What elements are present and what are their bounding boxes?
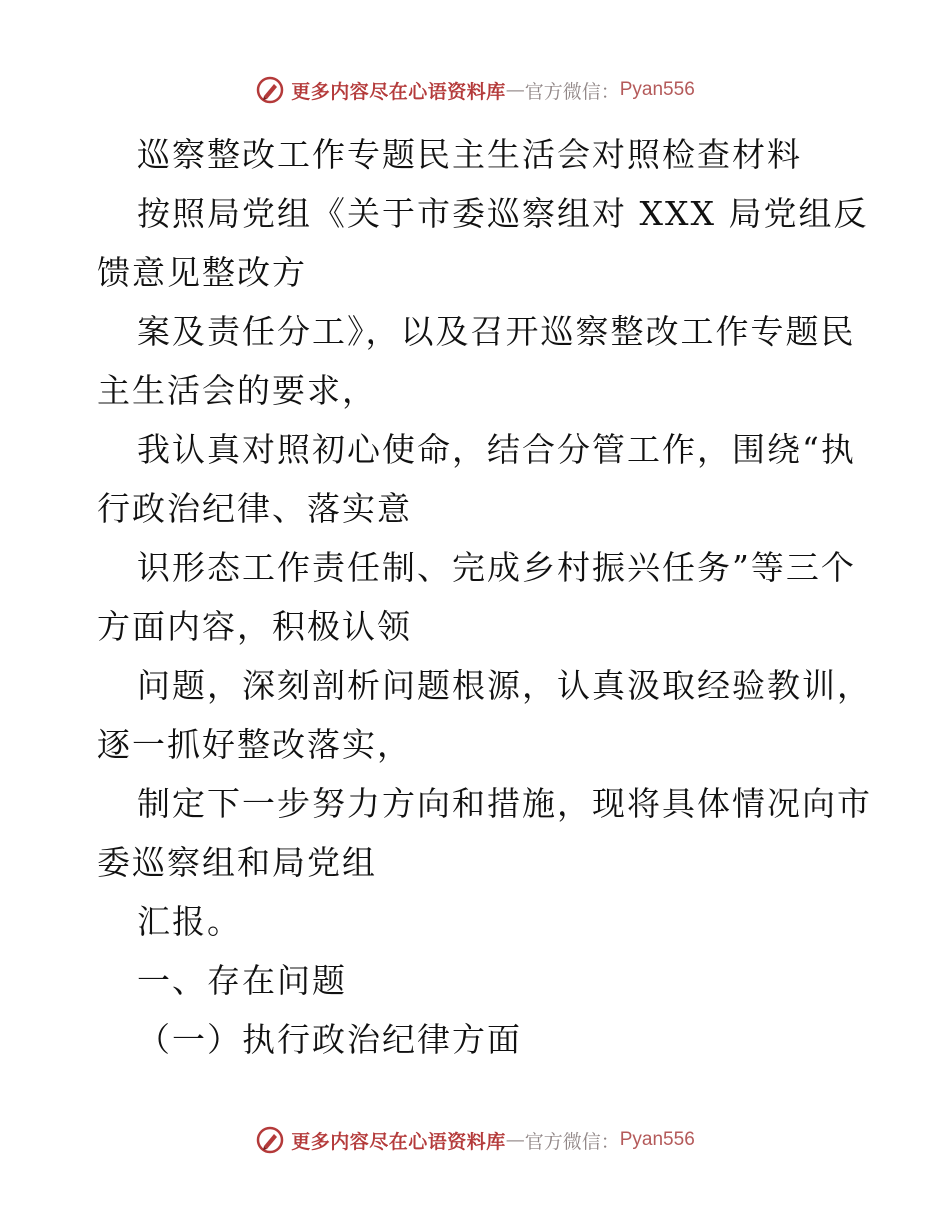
watermark-brand-text: 更多内容尽在心语资料库 bbox=[291, 80, 506, 103]
document-body bbox=[97, 125, 872, 1069]
paragraph-line: 制定下一步努力方向和措施，现将具体情况向市 bbox=[137, 784, 872, 823]
section-heading: 一、存在问题 bbox=[137, 961, 347, 1000]
paragraph-line: 汇报。 bbox=[137, 902, 242, 941]
subsection-heading: （一）执行政治纪律方面 bbox=[137, 1020, 522, 1059]
footer-watermark bbox=[0, 1120, 950, 1160]
header-watermark bbox=[0, 70, 950, 110]
paragraph-line: 我认真对照初心使命，结合分管工作，围绕“执 bbox=[137, 430, 856, 469]
watermark-account-id: Pyan556 bbox=[619, 1129, 695, 1150]
watermark-official-label: 官方微信： bbox=[524, 1130, 620, 1153]
paragraph-line: 问题，深刻剖析问题根源，认真汲取经验教训， bbox=[137, 666, 872, 705]
paragraph-line: 逐一抓好整改落实， bbox=[97, 725, 412, 764]
watermark-official-label: 官方微信： bbox=[524, 80, 620, 103]
paragraph-line: 按照局党组《关于市委巡察组对 XXX 局党组反 bbox=[137, 194, 869, 233]
pen-logo-icon bbox=[255, 75, 285, 105]
watermark-brand-text: 更多内容尽在心语资料库 bbox=[291, 1130, 506, 1153]
paragraph-line: 案及责任分工》，以及召开巡察整改工作专题民 bbox=[137, 312, 856, 351]
watermark-separator: — bbox=[505, 1129, 525, 1151]
paragraph-line: 方面内容，积极认领 bbox=[97, 607, 412, 646]
document-title: 巡察整改工作专题民主生活会对照检查材料 bbox=[137, 135, 802, 174]
paragraph-line: 主生活会的要求， bbox=[97, 371, 377, 410]
watermark-account-id: Pyan556 bbox=[619, 79, 695, 100]
paragraph-line: 馈意见整改方 bbox=[97, 253, 307, 292]
pen-logo-icon bbox=[255, 1125, 285, 1155]
paragraph-line: 识形态工作责任制、完成乡村振兴任务”等三个 bbox=[137, 548, 856, 587]
paragraph-line: 委巡察组和局党组 bbox=[97, 843, 377, 882]
watermark-separator: — bbox=[505, 79, 525, 101]
paragraph-line: 行政治纪律、落实意 bbox=[97, 489, 412, 528]
